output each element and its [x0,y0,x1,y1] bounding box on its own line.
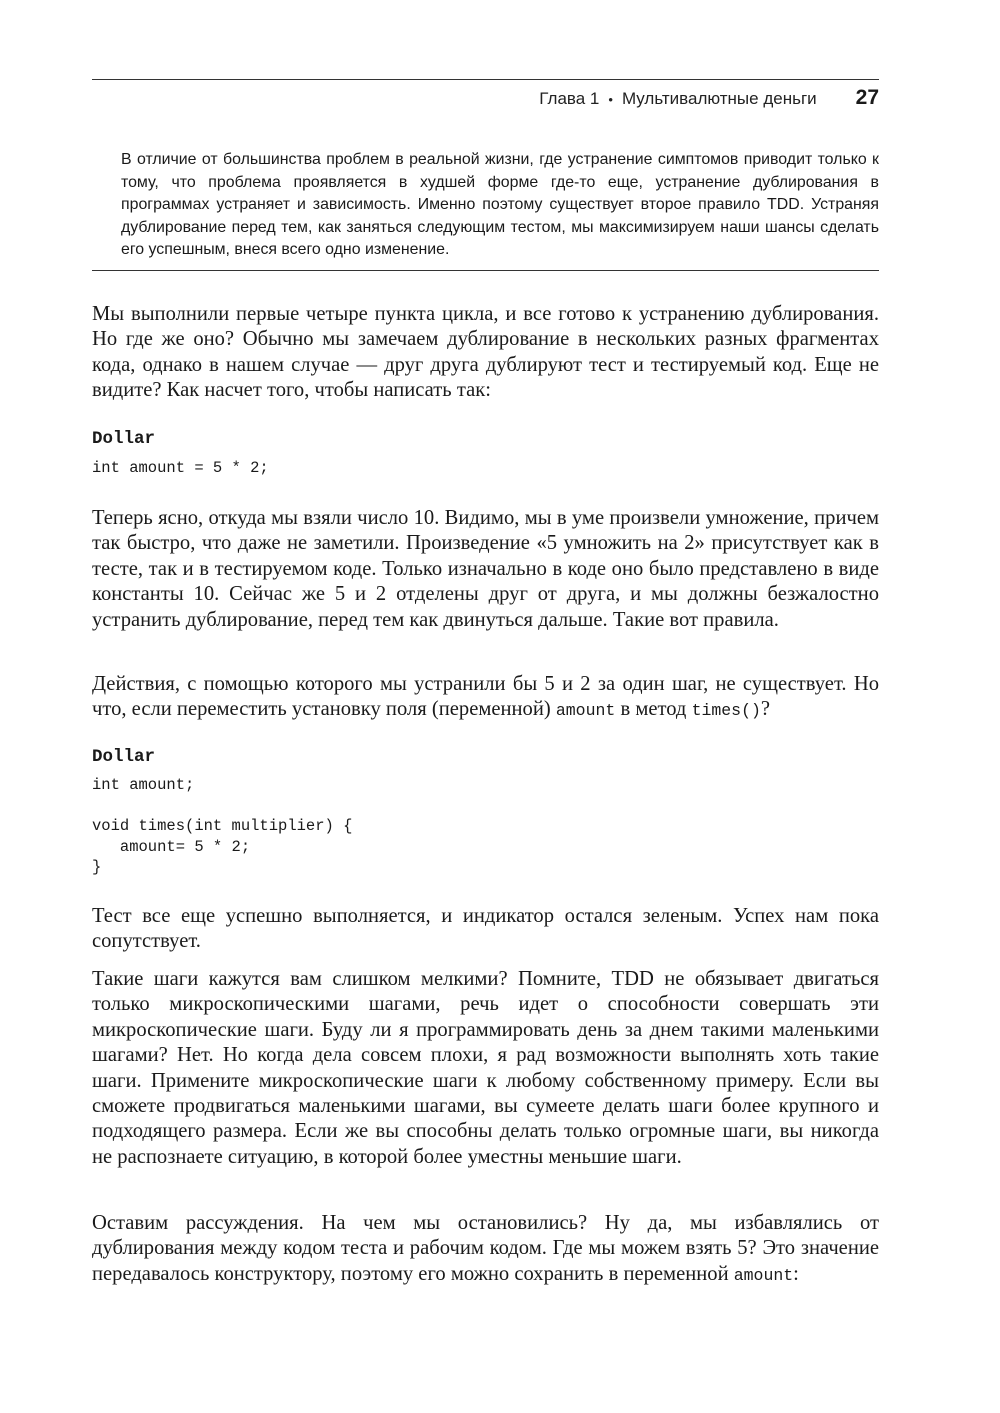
section-title: Мультивалютные деньги [621,89,817,108]
paragraph-3 [92,672,879,724]
code-title-1: Dollar [92,429,156,449]
paragraph-1: Мы выполнили первые четыре пункта цикла, и все готово к устранению дублирования. Но где же оно? Обычно мы замечаем дублирование в нескольких разных фрагментах кода, однако в нашем случае — друг друга дублируют тест и тестируемый код. Еще не видите? Как насчет того, чтобы написать так: [92,303,879,402]
inline-code-times: times() [691,701,761,721]
paragraph-6-text-b: : [793,1262,799,1285]
paragraph-6-text-a: Оставим рассуждения. На чем мы остановились? Ну да, мы избавлялись от дублирования между кодом теста и рабочим кодом. Где мы можем взять 5? Это значение передавалось конструктору, поэтому его можно сохранить в переменной [92,1212,879,1285]
paragraph-3-text-b: в метод [615,698,692,721]
inline-code-amount-2: amount [733,1265,794,1285]
code-title-2: Dollar [92,747,156,767]
header-bullet: • [608,92,613,107]
sidebar-note: В отличие от большинства проблем в реальной жизни, где устранение симптомов приводит только к тому, что проблема проявляется в худшей форме где-то еще, устранение дублирования в программах устраняет и зависимость. Именно поэтому существует второе правило TDD. Устраняя дублирование перед тем, как заняться следующим тестом, мы максимизируем наши шансы сделать его успешным, внеся всего одно изменение. [121,151,879,259]
paragraph-5: Такие шаги кажутся вам слишком мелкими? Помните, TDD не обязывает двигаться только микроскопическими шагами, речь идет о способности совершать эти микроскопические шаги. Буду ли я программировать день за днем такими маленькими шагами? Нет. Но когда дела совсем плохи, я рад возможности выполнять хоть такие шаги. Примените микроскопические шаги к любому собственному примеру. Если вы сможете продвигаться маленькими шагами, вы сумеете делать шаги более крупного и подходящего размера. Если же вы способны делать только огромные шаги, вы никогда не распознаете ситуацию, в которой более уместны меньшие шаги. [92,968,879,1168]
paragraph-3-text-c: ? [760,698,771,721]
code-block-2: int amount; void times(int multiplier) { amount= 5 * 2; } [92,776,353,876]
note-rule [92,270,879,271]
running-head [539,86,879,110]
paragraph-3-text-a: Действия, с помощью которого мы устранили бы 5 и 2 за один шаг, не существует. Но что, если переместить установку поля (переменной) [92,673,879,721]
paragraph-4: Тест все еще успешно выполняется, и индикатор остался зеленым. Успех нам пока сопутствует. [92,905,879,953]
inline-code-amount: amount [555,701,616,721]
chapter-label: Глава 1 [539,89,600,108]
paragraph-2: Теперь ясно, откуда мы взяли число 10. Видимо, мы в уме произвели умножение, причем так быстро, что даже не заметили. Произведение «5 умножить на 2» присутствует как в тесте, так и в тестируемом коде. Только изначально в коде оно было представлено в виде константы 10. Сейчас же 5 и 2 отделены друг от друга, и мы должны безжалостно устранить дублирование, перед тем как двинуться дальше. Такие вот правила. [92,507,879,631]
paragraph-6 [92,1211,879,1288]
page-number: 27 [855,86,879,109]
code-block-1: int amount = 5 * 2; [92,459,269,477]
header-rule [92,79,879,80]
